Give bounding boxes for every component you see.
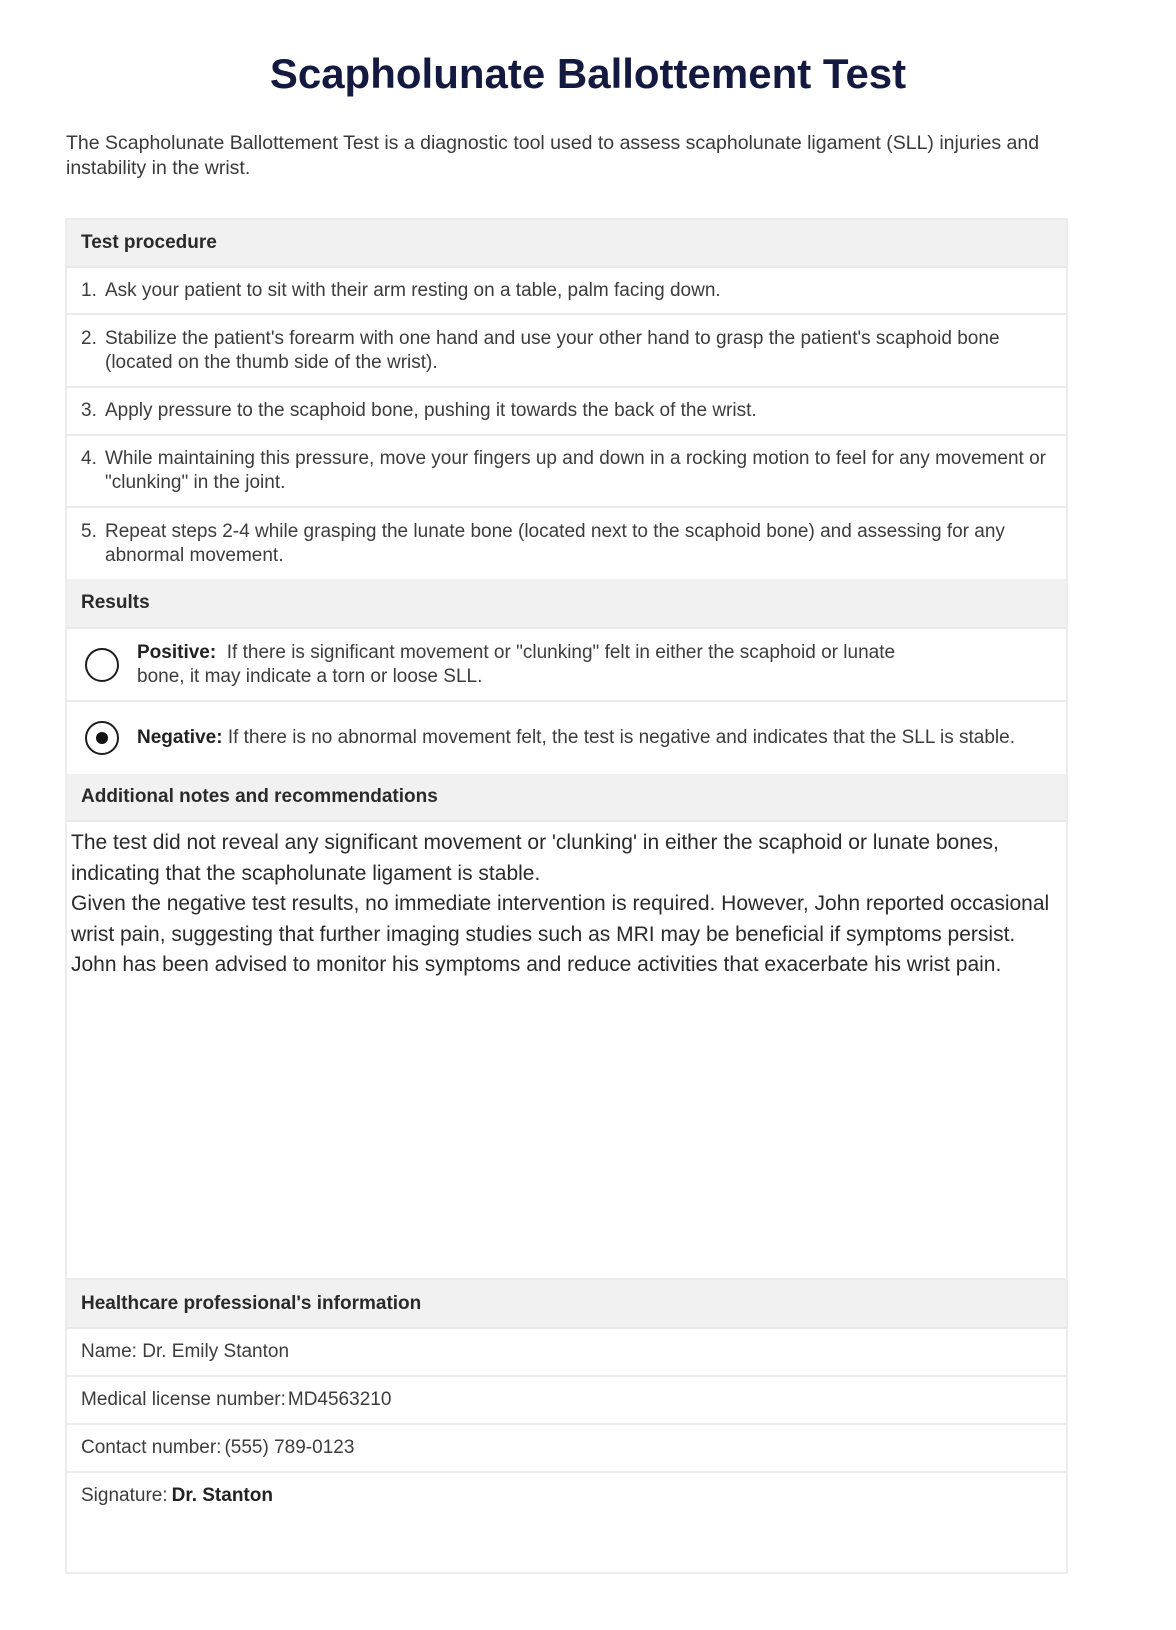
step-number: 1. [81,279,97,301]
field-label: Medical license number: [81,1389,286,1410]
field-value: Dr. Emily Stanton [142,1341,290,1362]
step-number: 3. [81,400,97,421]
step-text: Ask your patient to sit with their arm resting on a table, palm facing down. [105,279,721,301]
notes-textarea[interactable] [67,822,1066,1280]
step-number: 5. [81,520,97,542]
signature-value: Dr. Stanton [171,1485,273,1506]
step-text: While maintaining this pressure, move your fingers up and down in a rocking motion to feel for any movement or "clunking" in the joint. [105,448,1046,493]
section-header-test-procedure [67,220,1066,268]
notes-paragraph: The test did not reveal any significant movement or 'clunking' in either the scaphoid or lunate bones, indicating that the scapholunate ligament is stable. [71,831,999,885]
step-text: Apply pressure to the scaphoid bone, pushing it towards the back of the wrist. [105,400,757,421]
section-title: Test procedure [81,232,217,253]
section-title: Healthcare professional's information [81,1292,422,1314]
section-title: Results [81,592,150,613]
field-license-number[interactable] [67,1377,1066,1425]
page-title: Scapholunate Ballottement Test [269,50,907,97]
notes-paragraph: John has been advised to monitor his symptoms and reduce activities that exacerbate his wrist pain. [71,953,1002,976]
procedure-step-4 [67,436,1066,508]
intro-text: The Scapholunate Ballottement Test is a diagnostic tool used to assess scapholunate ligament (SLL) injuries and instability in the wrist. [66,132,1040,179]
step-number: 4. [81,448,97,469]
section-header-notes [67,774,1066,822]
result-option-negative[interactable] [67,702,1066,774]
assessment-form [65,218,1068,1574]
result-label: Negative: [137,727,223,748]
section-header-results [67,579,1066,629]
section-title: Additional notes and recommendations [81,786,438,807]
field-contact-number[interactable] [67,1425,1066,1473]
field-label: Contact number: [81,1437,222,1458]
radio-checked-icon[interactable] [85,721,119,755]
notes-paragraph: Given the negative test results, no immediate intervention is required. However, John reported occasional wrist pain, suggesting that further imaging studies such as MRI may be beneficial if symptoms persist. [71,892,1050,946]
step-text: Stabilize the patient's forearm with one hand and use your other hand to grasp the patient's scaphoid bone (located on the thumb side of the wrist). [105,327,1000,373]
procedure-step-5 [67,508,1066,579]
step-text: Repeat steps 2-4 while grasping the lunate bone (located next to the scaphoid bone) and assessing for any abnormal movement. [105,520,1005,566]
result-option-positive[interactable] [67,629,1066,702]
result-label: Positive: [137,641,217,663]
procedure-step-2 [67,315,1066,388]
field-label: Name: [81,1341,137,1362]
field-name[interactable] [67,1329,1066,1377]
step-number: 2. [81,327,97,349]
procedure-step-3 [67,388,1066,436]
field-signature[interactable] [67,1473,1066,1519]
result-description: If there is significant movement or "clunking" felt in either the scaphoid or lunate bone, it may indicate a torn or loose SLL. [137,641,896,687]
radio-unchecked-icon[interactable] [85,648,119,682]
result-description: If there is no abnormal movement felt, the test is negative and indicates that the SLL is stable. [227,727,1015,748]
field-value: (555) 789-0123 [224,1437,355,1458]
section-header-professional [67,1280,1066,1329]
field-label: Signature: [81,1485,168,1506]
procedure-step-1 [67,268,1066,315]
field-value: MD4563210 [287,1389,392,1410]
